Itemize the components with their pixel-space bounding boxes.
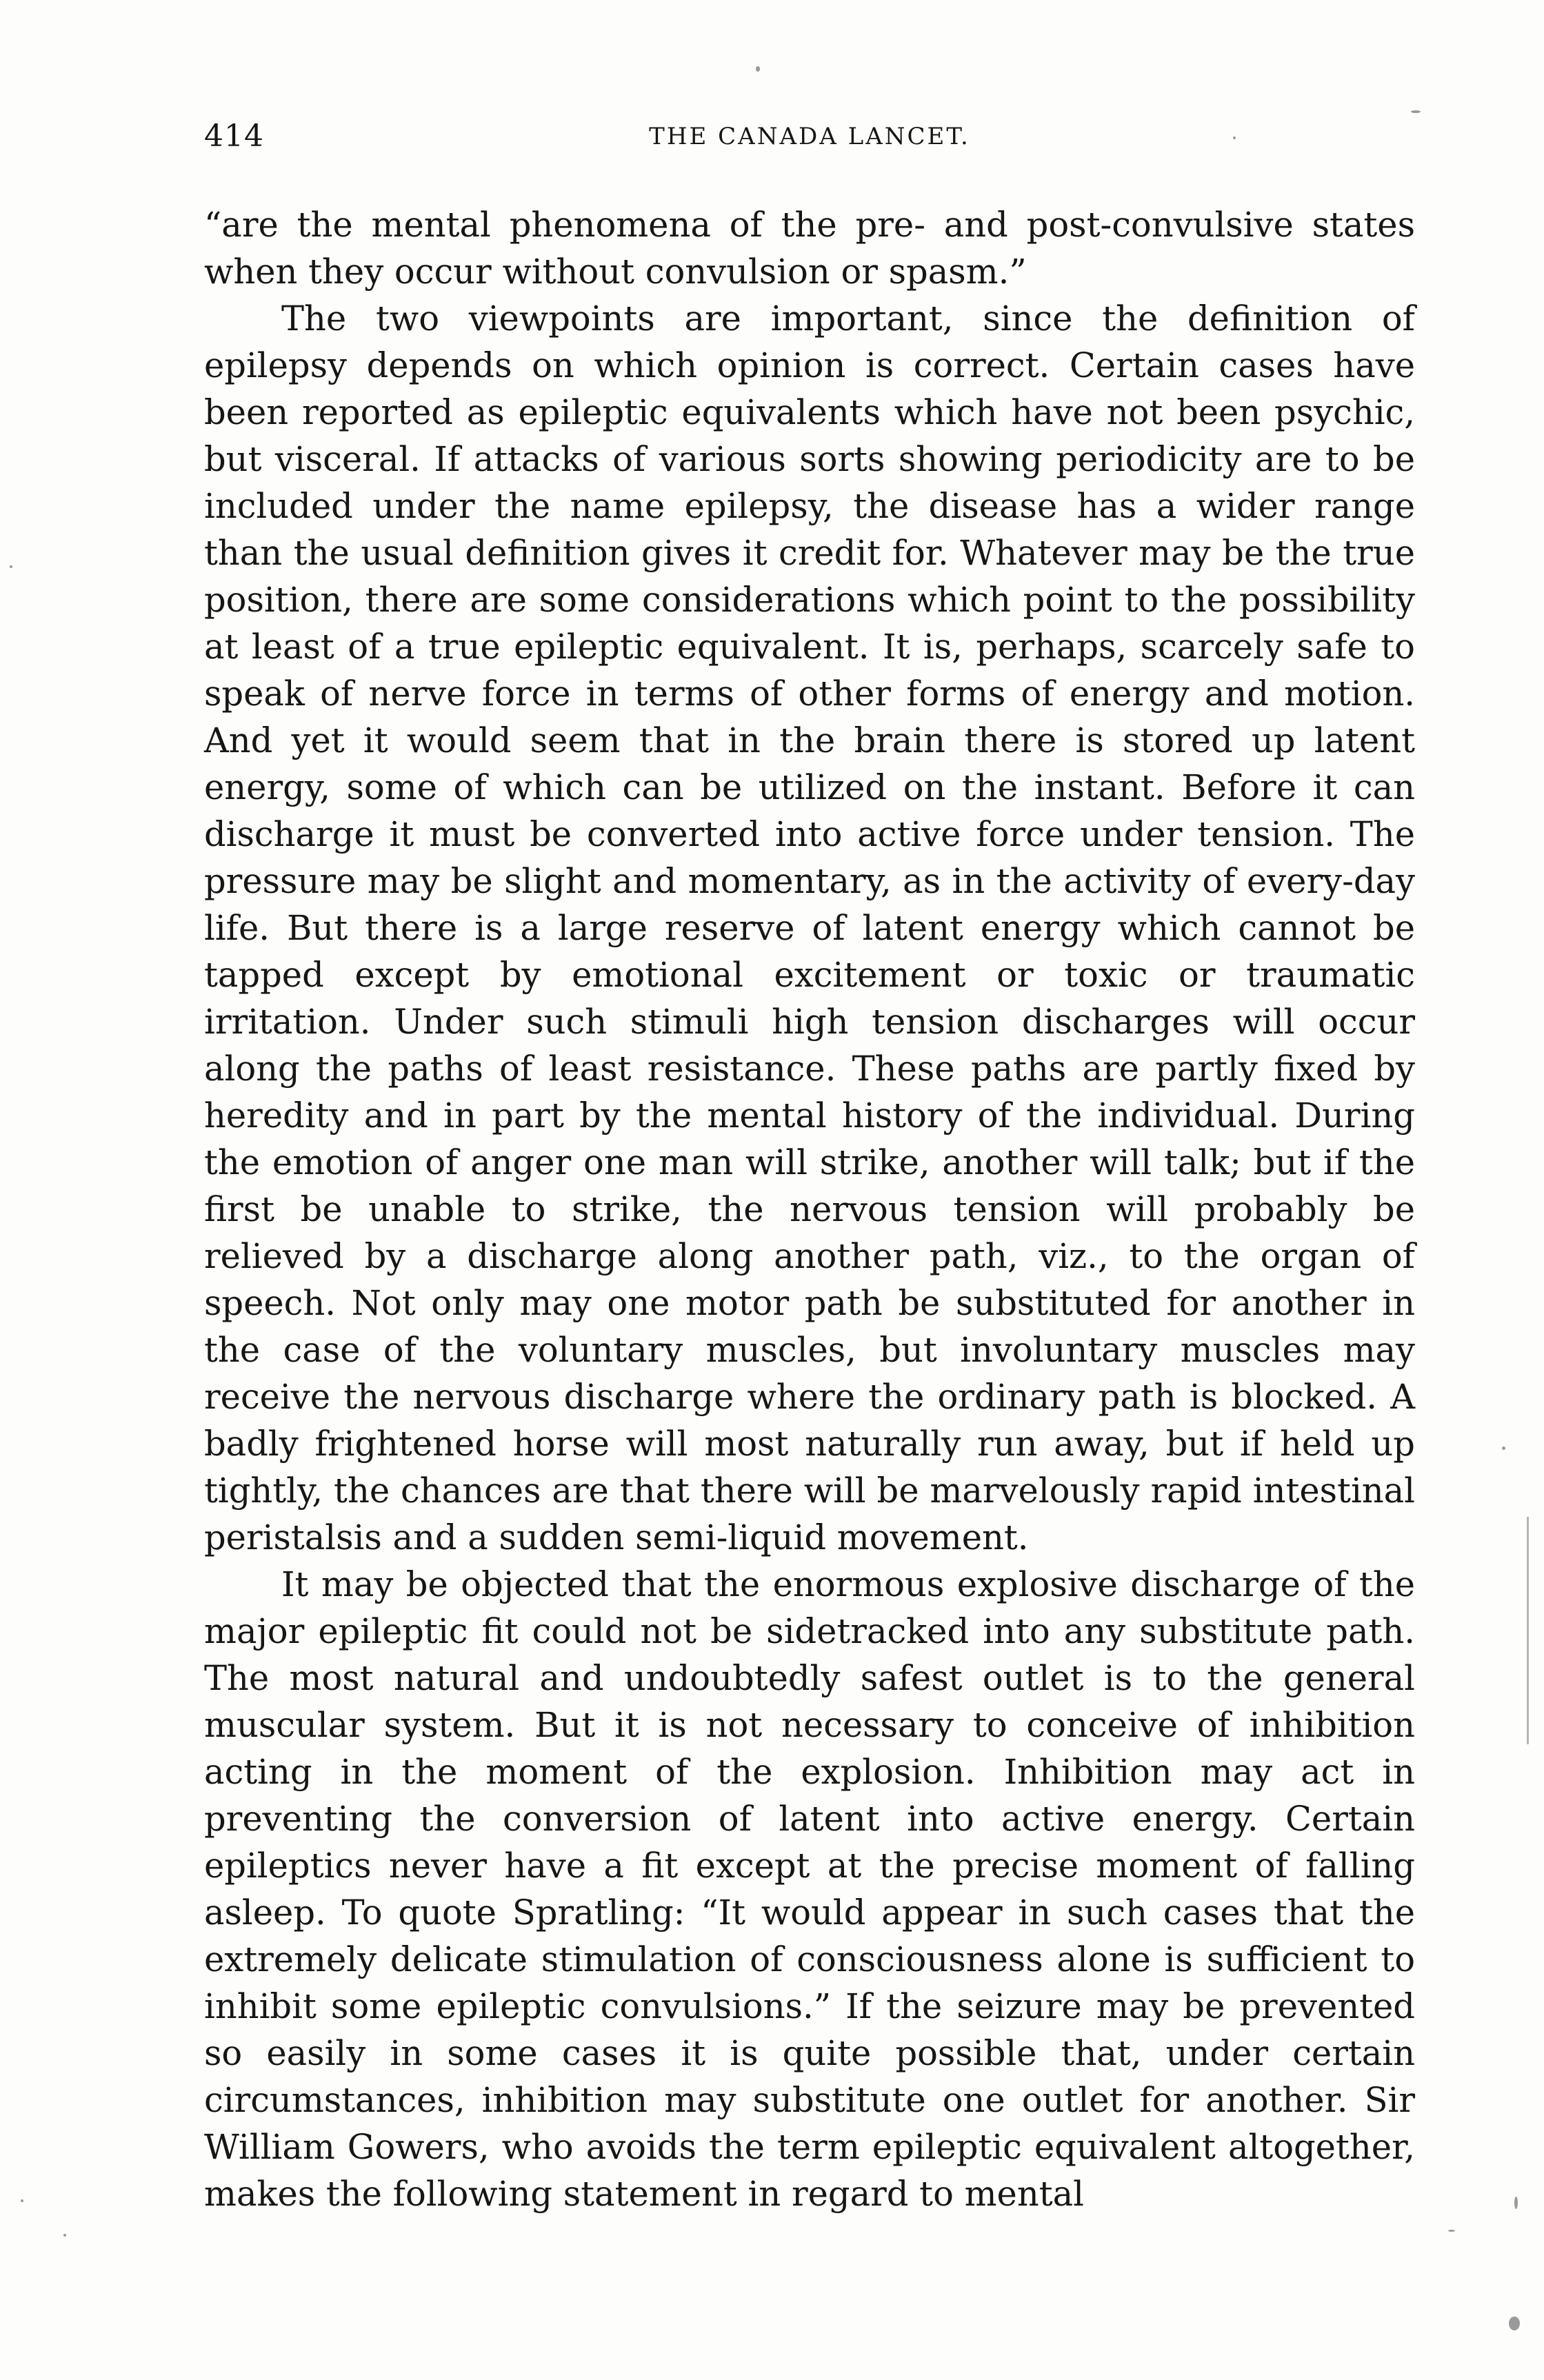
scan-speck (63, 2234, 66, 2237)
scan-speck (1233, 137, 1236, 139)
scan-speck (1411, 110, 1421, 113)
running-head: THE CANADA LANCET. (649, 123, 970, 150)
page-number: 414 (204, 119, 264, 154)
scan-speck (1448, 2230, 1455, 2232)
scan-edge-mark (1527, 1517, 1529, 1744)
body-text (204, 201, 1415, 2217)
paragraph: It may be objected that the enormous explosive discharge of the major epileptic fit could not be sidetracked into any substitute path. The most natural and undoubtedly safest outlet is to the general muscular system. But it is not necessary to conceive of inhibition acting in the moment of the explosion. Inhibition may act in preventing the conversion of latent into active energy. Certain epileptics never have a fit except at the precise moment of falling asleep. To quote Spratling: “It would appear in such cases that the extremely delicate stimulation of consciousness alone is sufficient to inhibit some epileptic convulsions.” If the seizure may be prevented so easily in some cases it is quite possible that, under certain circumstances, inhibition may substitute one outlet for another. Sir William Gowers, who avoids the term epileptic equivalent altogether, makes the following statement in regard to mental (204, 1564, 1415, 2214)
scan-speck (21, 2199, 23, 2202)
scan-speck (10, 565, 12, 568)
paragraph: The two viewpoints are important, since the definition of epilepsy depends on which opinion is correct. Certain cases have been reported as epileptic equivalents which have not been psychic, but visceral. If attacks of various sorts showing periodicity are to be included under the name epilepsy, the disease has a wider range than the usual definition gives it credit for. Whatever may be the true position, there are some considerations which point to the possibility at least of a true epileptic equivalent. It is, perhaps, scarcely safe to speak of nerve force in terms of other forms of energy and motion. And yet it would seem that in the brain there is stored up latent energy, some of which can be utilized on the instant. Before it can discharge it must be converted into active force under tension. The pressure may be slight and momentary, as in the activity of every-day life. But there is a large reserve of latent energy which cannot be tapped except by emotional excitement or toxic or traumatic irritation. Under such stimuli high tension discharges will occur along the paths of least resistance. These paths are partly fixed by heredity and in part by the mental history of the individual. During the emotion of anger one man will strike, another will talk; but if the first be unable to strike, the nervous tension will probably be relieved by a discharge along another path, viz., to the organ of speech. Not only may one motor path be substituted for another in the case of the voluntary muscles, but involuntary muscles may receive the nervous discharge where the ordinary path is blocked. A badly frightened horse will most naturally run away, but if held up tightly, the chances are that there will be marvelously rapid intestinal peristalsis and a sudden semi-liquid movement. (204, 299, 1415, 1557)
scan-speck (756, 66, 760, 72)
scan-speck (1502, 1446, 1505, 1450)
scan-speck (1514, 2197, 1518, 2209)
paragraph-continued: “are the mental phenomena of the pre- and post-convulsive states when they occur without convulsion or spasm.” (204, 205, 1415, 292)
scan-speck (1509, 2317, 1520, 2330)
